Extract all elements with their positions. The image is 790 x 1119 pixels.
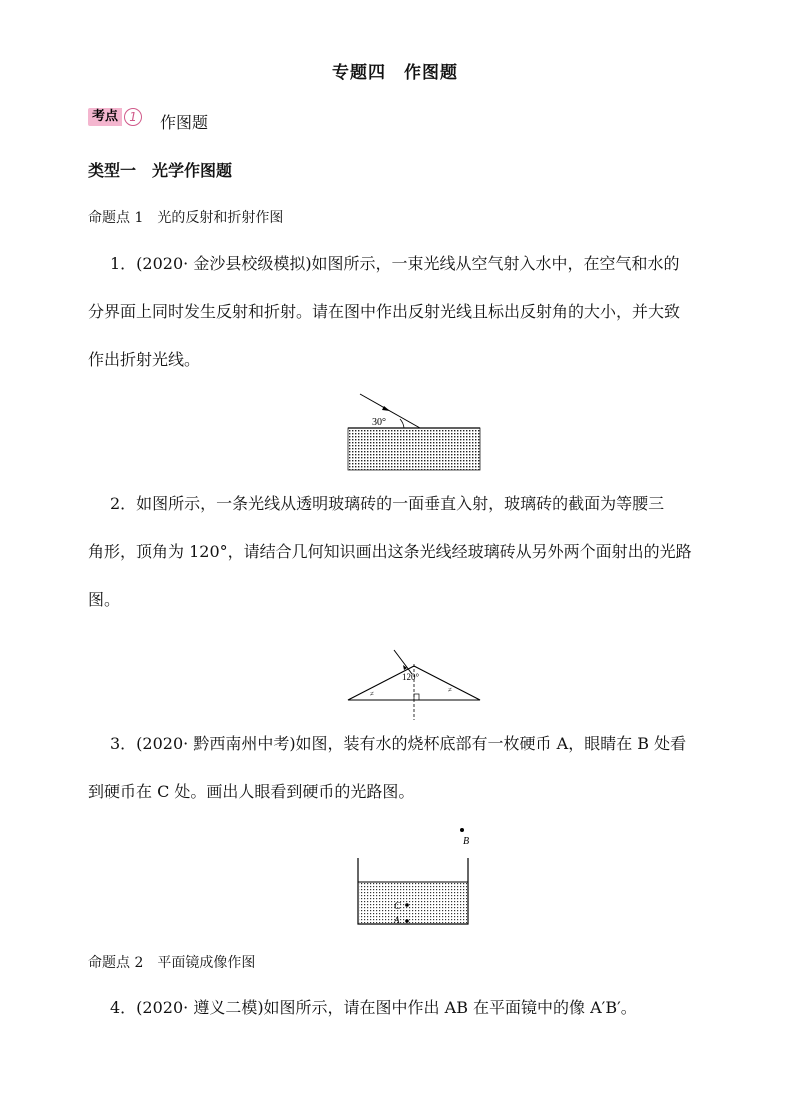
q3-figure [352, 820, 482, 928]
angle-label: 30° [372, 417, 386, 428]
q2-line3: 图。 [88, 590, 121, 609]
water-region [359, 882, 467, 923]
label-B: B [463, 836, 470, 847]
q4-line1: 4．(2020· 遵义二模)如图所示，请在图中作出 AB 在平面镜中的像 A′B′。 [110, 998, 637, 1017]
q1-line1: 1．(2020· 金沙县校级模拟)如图所示，一束光线从空气射入水中，在空气和水的 [110, 254, 680, 273]
point-C [405, 903, 409, 907]
q2-figure [340, 644, 490, 722]
apex-angle-label: 120° [402, 672, 420, 682]
q3-line1: 3．(2020· 黔西南州中考)如图，装有水的烧杯底部有一枚硬币 A，眼睛在 B 处看 [110, 734, 687, 753]
incident-ray [394, 650, 412, 674]
water-region [348, 428, 480, 470]
q2-line2: 角形，顶角为 120°，请结合几何知识画出这条光线经玻璃砖从另外两个面射出的光路 [88, 542, 692, 561]
kaodian-badge [88, 108, 142, 126]
kaodian-text: 作图题 [160, 113, 209, 132]
point-A [405, 919, 409, 923]
angle-arc [400, 419, 404, 428]
q3-line2: 到硬币在 C 处。画出人眼看到硬币的光路图。 [88, 782, 415, 801]
kaodian-number: 1 [124, 108, 142, 126]
kaodian-label: 考点 [88, 108, 122, 126]
label-C: C [394, 901, 401, 912]
hatch-right: ≠ [448, 686, 452, 694]
right-angle-mark [414, 694, 419, 700]
page-title: 专题四 作图题 [332, 63, 458, 83]
label-A: A [394, 915, 400, 925]
q1-line2: 分界面上同时发生反射和折射。请在图中作出反射光线且标出反射角的大小，并大致 [88, 302, 681, 321]
subtopic-2: 命题点 2 平面镜成像作图 [88, 955, 256, 971]
point-B [460, 828, 464, 832]
q1-figure [340, 388, 490, 472]
type-heading: 类型一 光学作图题 [88, 161, 233, 180]
q1-line3: 作出折射光线。 [88, 350, 201, 369]
hatch-left: ≠ [370, 690, 374, 698]
subtopic-1: 命题点 1 光的反射和折射作图 [88, 210, 284, 226]
q2-line1: 2．如图所示，一条光线从透明玻璃砖的一面垂直入射，玻璃砖的截面为等腰三 [110, 494, 665, 513]
